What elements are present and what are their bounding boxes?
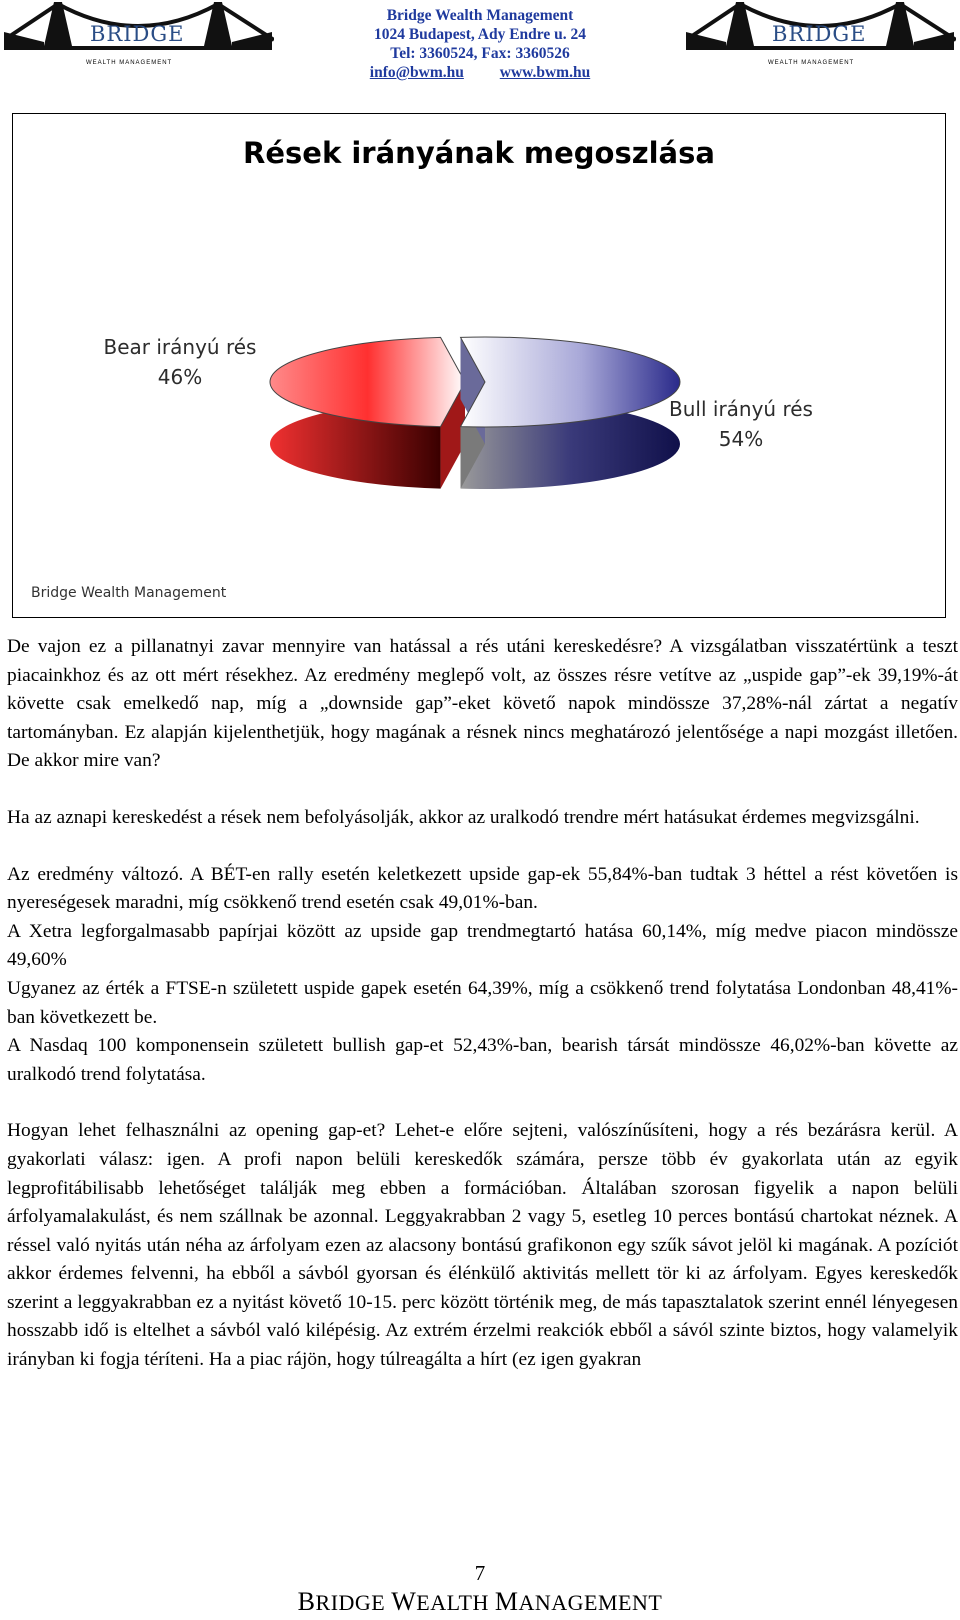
chart-footer: Bridge Wealth Management: [31, 585, 227, 601]
logo-brand-text: BRIDGE: [772, 22, 867, 46]
bull-slice: [461, 337, 680, 427]
body-text: [7, 633, 958, 1375]
paragraph: Az eredmény változó. A BÉT-en rally esetén keletkezett upside gap-ek 55,84%-ban tudtak 3 héttel a rést követően is nyereségesek maradni, míg csökkenő trend esetén csak 49,01%-ban.: [7, 863, 958, 914]
logo-brand-text: BRIDGE: [90, 22, 185, 46]
company-address: 1024 Budapest, Ady Endre u. 24: [373, 26, 587, 43]
footer-brand: BRIDGE WEALTH MANAGEMENT: [297, 1587, 663, 1616]
email-link[interactable]: info@bwm.hu: [369, 64, 464, 81]
bear-slice: [270, 337, 465, 426]
bull-slice-label: Bull irányú rés 54%: [669, 397, 813, 451]
company-phone: Tel: 3360524, Fax: 3360526: [390, 45, 570, 62]
paragraph: A Xetra legforgalmasabb papírjai között az upside gap trendmegtartó hatása 60,14%, míg medve piacon mindössze 49,60%: [7, 920, 958, 971]
logo-sub-text: WEALTH MANAGEMENT: [768, 60, 855, 66]
logo-right: [686, 2, 956, 72]
pie-chart: [12, 113, 946, 618]
paragraph: A Nasdaq 100 komponensein született bullish gap-et 52,43%-ban, bearish társát mindössze 46,02%-ban követte az uralkodó trend folytatása.: [7, 1035, 958, 1085]
paragraph: Ha az aznapi kereskedést a rések nem befolyásolják, akkor az uralkodó trendre mért hatásukat érdemes megvizsgálni.: [7, 806, 920, 828]
paragraph: De vajon ez a pillanatnyi zavar mennyire van hatással a rés utáni kereskedésre? A vizsgálatban visszatértünk a teszt piacainkhoz és az ott mért résekhez. Az eredmény meglepő volt, az összes résre vetítve az „uspide gap”-ek 39,19%-át követte csak emelkedő nap, míg a „downside gap”-eket követő napok mindössze 37,28%-nál zártat a negatív tartományban. Ez alapján kijelenthetjük, hogy magának a résnek nincs meghatározó jelentősége a napi mozgást illetően. De akkor mire van?: [7, 636, 958, 772]
page-number: 7: [474, 1561, 486, 1585]
logo-sub-text: WEALTH MANAGEMENT: [86, 60, 173, 66]
bear-slice-label: Bear irányú rés 46%: [103, 335, 257, 389]
company-header: [330, 6, 630, 82]
chart-title: Rések irányának megoszlása: [243, 136, 715, 170]
logo-left: [4, 2, 274, 72]
paragraph: Hogyan lehet felhasználni az opening gap-et? Lehet-e előre sejteni, valószínűsíteni, hogy a rés bezárásra kerül. A gyakorlati válasz: igen. A profi napon belüli kereskedők számára, persze több év gyakorlata után az egyik legprofitábilisabb lehetőséget találják meg ebben a formációban. Általában szorosan figyelik a napon belüli árfolyamalakulást, és nem szállnak be azonnal. Leggyakrabban 2 vagy 5, esetleg 10 perces bontású chartokat néznek. A réssel való nyitás után néha az árfolyam ezen az alacsony bontású grafikonon egy szűk sávot jelöl ki magának. A pozíciót akkor érdemes felvenni, ha ebből a sávból gyorsan és élénkülő aktivitás mellett tör ki az árfolyam. Egyes kereskedők szerint a leggyakrabban ez a nyitást követő 10-15. perc között történik meg, de más tapasztalatok szerint ennél lényegesen hosszabb idő is eltelhet a sávból való kilépésig. Az extrém érzelmi reakciók ebből a sávól szinte biztos, hogy valamelyik irányban ki fogja téríteni. Ha a piac rájön, hogy túlreagálta a hírt (ez igen gyakran: [7, 1120, 958, 1371]
company-name: Bridge Wealth Management: [386, 7, 574, 24]
paragraph: Ugyanez az érték a FTSE-n született uspide gapek esetén 64,39%, míg a csökkenő trend folytatása Londonban 48,41%-ban következett be.: [7, 977, 958, 1028]
website-link[interactable]: www.bwm.hu: [499, 64, 591, 81]
